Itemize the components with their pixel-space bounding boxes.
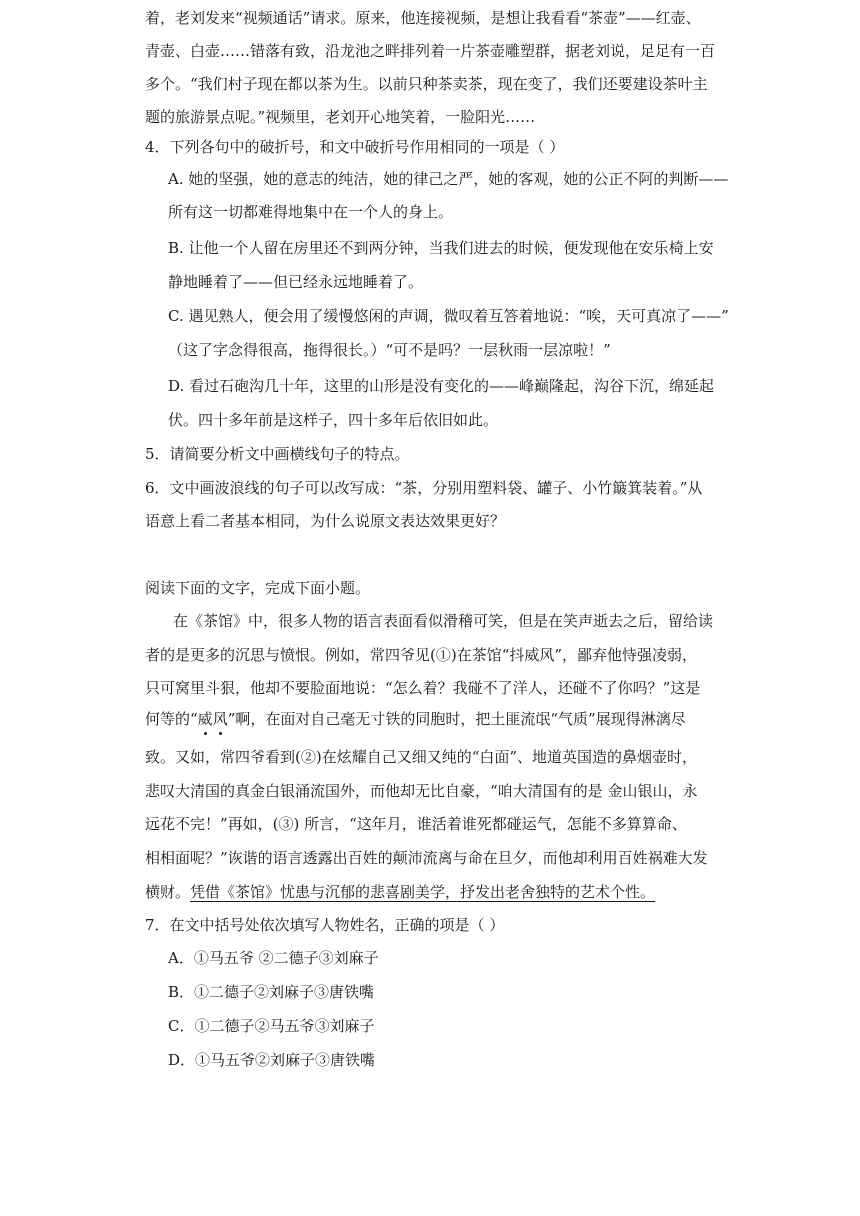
passage-text-line: 多个。“我们村子现在都以茶为生。以前只种茶卖茶，现在变了，我们还要建设茶叶主 [145,75,708,93]
passage2-line: 致。又如，常四爷看到(②)在炫耀自己又细又纯的“白面”、地道英国造的鼻烟壶时， [145,748,698,766]
passage2-line: 远花不完！”再如，(③) 所言，“这年月，谁活着谁死都碰运气，怎能不多算算命、 [145,815,687,833]
passage2-line [145,709,717,729]
question-6-cont: 语意上看二者基本相同，为什么说原文表达效果更好？ [145,512,506,530]
question-6: 6．文中画波浪线的句子可以改写成：“茶，分别用塑料袋、罐子、小竹簸箕装着。”从 [145,479,703,497]
passage2-line: 者的是更多的沉思与愤恨。例如，常四爷见(①)在茶馆“抖威风”，鄙弃他恃强凌弱， [145,646,698,664]
passage-text-line: 青壶、白壶……错落有致，沿龙池之畔排列着一片茶壶雕塑群，据老刘说，足足有一百 [145,42,716,60]
passage2-line [145,882,717,902]
emphasis-dot-char: 风 [212,710,228,728]
passage2-line: 只可窝里斗狠，他却不要脸面地说：“怎么着？我碰不了洋人，还碰不了你吗？”这是 [145,679,701,697]
question-7-option-d: D．①马五爷②刘麻子③唐铁嘴 [168,1051,376,1069]
passage2-text: 横财。 [145,883,191,901]
question-4-option-a: A. 她的坚强，她的意志的纯洁，她的律己之严，她的客观，她的公正不阿的判断—— [168,170,729,188]
underlined-sentence: 凭借《茶馆》忧患与沉郁的悲喜剧美学，抒发出老舍独特的艺术个性。 [190,883,656,901]
question-4-option-b: B. 让他一个人留在房里还不到两分钟，当我们进去的时候，便发现他在安乐椅上安 [168,239,714,257]
question-4-option-b-cont: 静地睡着了——但已经永远地睡着了。 [168,273,424,291]
question-5: 5．请简要分析文中画横线句子的特点。 [145,445,410,463]
passage2-line: 相相面呢？”诙谐的语言透露出百姓的颠沛流离与命在旦夕，而他却利用百姓祸难大发 [145,849,708,867]
question-4-option-c-cont: （这了字念得很高，拖得很长。）“可不是吗？一层秋雨一层凉啦！” [168,341,611,359]
question-7-stem: 7．在文中括号处依次填写人物姓名，正确的项是（ ） [145,916,505,934]
question-4-option-a-cont: 所有这一切都难得地集中在一个人的身上。 [168,203,454,221]
passage2-text: ”啊，在面对自己毫无寸铁的同胞时，把土匪流氓“气质”展现得淋漓尽 [227,710,686,728]
reading-instruction: 阅读下面的文字，完成下面小题。 [145,579,371,597]
question-4-option-d: D. 看过石砲沟几十年，这里的山形是没有变化的——峰巅隆起，沟谷下沉，绵延起 [168,377,715,395]
question-7-option-a: A．①马五爷 ②二德子③刘麻子 [168,949,379,967]
passage-text-line: 着，老刘发来“视频通话”请求。原来，他连接视频，是想让我看看“茶壶”——红壶、 [145,9,701,27]
question-7-option-c: C．①二德子②马五爷③刘麻子 [168,1017,375,1035]
emphasis-dot-char: 威 [197,710,213,728]
passage-text-line: 题的旅游景点呢。”视频里，老刘开心地笑着，一脸阳光…… [145,108,536,126]
question-4-option-c: C. 遇见熟人，便会用了缓慢悠闲的声调，微叹着互答着地说：“唉，天可真凉了——” [168,307,729,325]
passage2-line: 悲叹大清国的真金白银涌流国外，而他却无比自豪，“咱大清国有的是 金山银山，永 [145,782,698,800]
question-7-option-b: B．①二德子②刘麻子③唐铁嘴 [168,983,375,1001]
passage2-line: 在《茶馆》中，很多人物的语言表面看似滑稽可笑，但是在笑声逝去之后，留给读 [173,612,714,630]
question-4-option-d-cont: 伏。四十多年前是这样子，四十多年后依旧如此。 [168,411,499,429]
question-4-stem: 4．下列各句中的破折号，和文中破折号作用相同的一项是（ ） [145,138,565,156]
passage2-text: 何等的“ [145,710,198,728]
